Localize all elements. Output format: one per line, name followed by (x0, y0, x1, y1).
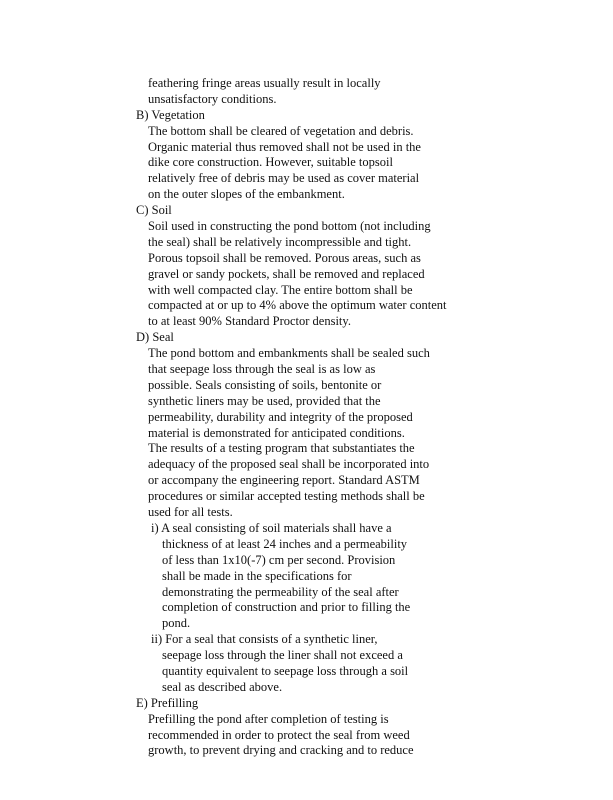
vegetation-line: Organic material thus removed shall not be used in the (148, 139, 421, 154)
seal-list-item-i-line: thickness of at least 24 inches and a permeability (162, 536, 408, 551)
seal-list-item-i-line: of less than 1x10(-7) cm per second. Provision (162, 552, 396, 567)
seal-line: synthetic liners may be used, provided that the (148, 393, 381, 408)
soil-line: Soil used in constructing the pond bottom (not including (148, 219, 431, 234)
seal-list-item-ii: ii) For a seal that consists of a synthetic liner, (151, 632, 378, 647)
section-heading-vegetation: B) Vegetation (136, 107, 205, 122)
seal-line: The results of a testing program that substantiates the (148, 441, 415, 456)
soil-line: with well compacted clay. The entire bottom shall be (148, 282, 413, 297)
seal-list-item-i-line: demonstrating the permeability of the seal after (162, 584, 399, 599)
seal-list-item-i-line: completion of construction and prior to filling the (162, 600, 411, 615)
seal-line: used for all tests. (148, 505, 233, 520)
seal-line: The pond bottom and embankments shall be sealed such (148, 346, 430, 361)
soil-line: compacted at or up to 4% above the optimum water content (148, 298, 447, 313)
section-heading-seal: D) Seal (136, 330, 174, 345)
vegetation-line: relatively free of debris may be used as cover material (148, 171, 420, 186)
seal-list-item-i-line: pond. (162, 616, 191, 631)
soil-line: gravel or sandy pockets, shall be removed and replaced (148, 266, 425, 281)
prefilling-line: recommended in order to protect the seal from weed (148, 727, 410, 742)
seal-line: procedures or similar accepted testing methods shall be (148, 489, 425, 504)
section-heading-prefilling: E) Prefilling (136, 695, 199, 710)
seal-list-item-ii-line: quantity equivalent to seepage loss through a soil (162, 663, 409, 678)
vegetation-line: The bottom shall be cleared of vegetation and debris. (148, 123, 414, 138)
section-heading-soil: C) Soil (136, 203, 172, 218)
seal-list-item-i: i) A seal consisting of soil materials shall have a (151, 520, 392, 535)
seal-line: permeability, durability and integrity of the proposed (148, 409, 413, 424)
prefilling-line: growth, to prevent drying and cracking and to reduce (148, 743, 414, 758)
seal-line: that seepage loss through the seal is as low as (148, 362, 376, 377)
soil-line: the seal) shall be relatively incompressible and tight. (148, 234, 412, 249)
document-body (0, 76, 613, 759)
seal-line: or accompany the engineering report. Standard ASTM (148, 473, 420, 488)
prefilling-line: Prefilling the pond after completion of testing is (148, 711, 389, 726)
seal-list-item-ii-line: seepage loss through the liner shall not exceed a (162, 648, 403, 663)
vegetation-line: dike core construction. However, suitable topsoil (148, 155, 393, 170)
seal-line: material is demonstrated for anticipated conditions. (148, 425, 405, 440)
intro-line: unsatisfactory conditions. (148, 91, 277, 106)
seal-line: possible. Seals consisting of soils, bentonite or (148, 377, 382, 392)
seal-line: adequacy of the proposed seal shall be incorporated into (148, 457, 430, 472)
vegetation-line: on the outer slopes of the embankment. (148, 187, 345, 202)
intro-line: feathering fringe areas usually result in locally (148, 76, 381, 90)
seal-list-item-ii-line: seal as described above. (162, 679, 283, 694)
soil-line: Porous topsoil shall be removed. Porous areas, such as (148, 250, 421, 265)
soil-line: to at least 90% Standard Proctor density. (148, 314, 351, 329)
seal-list-item-i-line: shall be made in the specifications for (162, 568, 352, 583)
